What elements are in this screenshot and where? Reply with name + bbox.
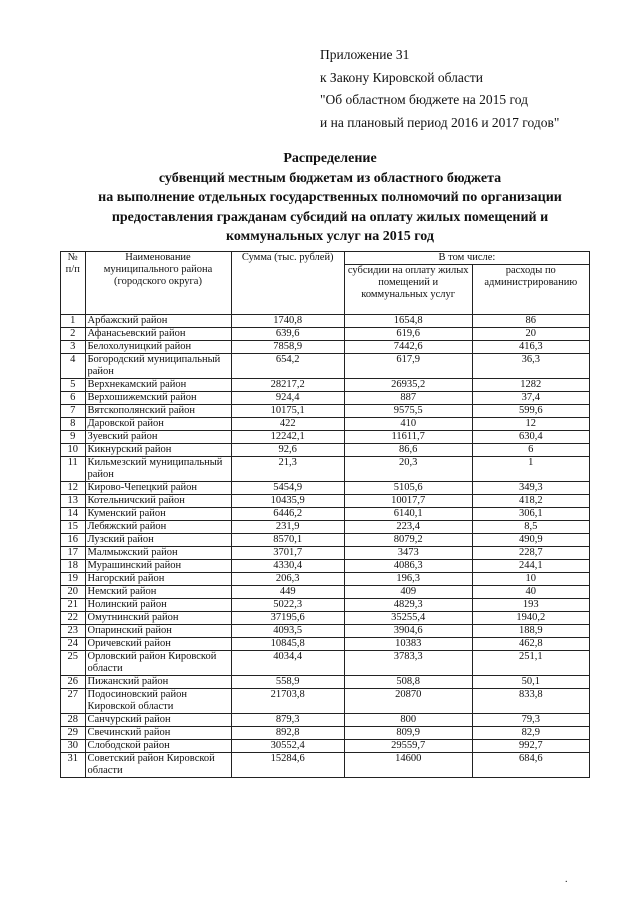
cell-sum: 92,6: [231, 444, 344, 457]
header-name: Наименование муниципального района (городского округа): [85, 252, 231, 315]
cell-name: Верхошижемский район: [85, 392, 231, 405]
cell-num: 9: [61, 431, 86, 444]
cell-admin: 251,1: [472, 651, 589, 676]
cell-num: 25: [61, 651, 86, 676]
cell-num: 24: [61, 638, 86, 651]
cell-name: Омутнинский район: [85, 612, 231, 625]
cell-sum: 449: [231, 586, 344, 599]
cell-admin: 10: [472, 573, 589, 586]
cell-name: Советский район Кировской области: [85, 753, 231, 778]
cell-sum: 231,9: [231, 521, 344, 534]
table-row: [61, 638, 590, 651]
cell-subsidies: 196,3: [344, 573, 472, 586]
cell-name: Мурашинский район: [85, 560, 231, 573]
cell-name: Кикнурский район: [85, 444, 231, 457]
cell-name: Верхнекамский район: [85, 379, 231, 392]
cell-num: 4: [61, 354, 86, 379]
table-row: [61, 586, 590, 599]
cell-name: Арбажский район: [85, 315, 231, 328]
cell-admin: 599,6: [472, 405, 589, 418]
cell-num: 29: [61, 727, 86, 740]
cell-name: Орловский район Кировской области: [85, 651, 231, 676]
table-row: [61, 431, 590, 444]
cell-subsidies: 10017,7: [344, 495, 472, 508]
table-row: [61, 689, 590, 714]
cell-name: Вятскополянский район: [85, 405, 231, 418]
cell-num: 21: [61, 599, 86, 612]
table-row: [61, 521, 590, 534]
header-admin: расходы по администрированию: [472, 265, 589, 315]
cell-subsidies: 1654,8: [344, 315, 472, 328]
cell-admin: 630,4: [472, 431, 589, 444]
cell-sum: 21,3: [231, 457, 344, 482]
cell-subsidies: 3783,3: [344, 651, 472, 676]
cell-admin: 8,5: [472, 521, 589, 534]
table-row: [61, 482, 590, 495]
cell-admin: 684,6: [472, 753, 589, 778]
cell-sum: 15284,6: [231, 753, 344, 778]
cell-subsidies: 800: [344, 714, 472, 727]
table-row: [61, 625, 590, 638]
table-row: [61, 651, 590, 676]
table-row: [61, 753, 590, 778]
cell-name: Белохолуницкий район: [85, 341, 231, 354]
appendix-line: к Закону Кировской области: [320, 69, 484, 85]
cell-admin: 37,4: [472, 392, 589, 405]
cell-num: 6: [61, 392, 86, 405]
cell-subsidies: 35255,4: [344, 612, 472, 625]
cell-num: 20: [61, 586, 86, 599]
cell-subsidies: 410: [344, 418, 472, 431]
cell-name: Кирово-Чепецкий район: [85, 482, 231, 495]
cell-admin: 50,1: [472, 676, 589, 689]
table-row: [61, 534, 590, 547]
cell-admin: 40: [472, 586, 589, 599]
cell-num: 15: [61, 521, 86, 534]
cell-sum: 28217,2: [231, 379, 344, 392]
cell-sum: 4034,4: [231, 651, 344, 676]
header-sum: Сумма (тыс. рублей): [231, 252, 344, 315]
cell-subsidies: 619,6: [344, 328, 472, 341]
cell-sum: 12242,1: [231, 431, 344, 444]
table-row: [61, 341, 590, 354]
cell-admin: 462,8: [472, 638, 589, 651]
cell-sum: 10435,9: [231, 495, 344, 508]
cell-admin: 490,9: [472, 534, 589, 547]
cell-name: Лузский район: [85, 534, 231, 547]
cell-name: Богородский муниципальный район: [85, 354, 231, 379]
cell-subsidies: 617,9: [344, 354, 472, 379]
cell-sum: 4093,5: [231, 625, 344, 638]
cell-subsidies: 4829,3: [344, 599, 472, 612]
appendix-heading: [320, 44, 620, 134]
cell-name: Нолинский район: [85, 599, 231, 612]
cell-num: 14: [61, 508, 86, 521]
cell-admin: 992,7: [472, 740, 589, 753]
cell-sum: 422: [231, 418, 344, 431]
cell-subsidies: 7442,6: [344, 341, 472, 354]
cell-admin: 416,3: [472, 341, 589, 354]
cell-admin: 20: [472, 328, 589, 341]
cell-name: Немский район: [85, 586, 231, 599]
cell-sum: 558,9: [231, 676, 344, 689]
cell-sum: 10175,1: [231, 405, 344, 418]
cell-subsidies: 14600: [344, 753, 472, 778]
cell-num: 2: [61, 328, 86, 341]
cell-sum: 3701,7: [231, 547, 344, 560]
cell-num: 3: [61, 341, 86, 354]
cell-name: Пижанский район: [85, 676, 231, 689]
table-row: [61, 328, 590, 341]
cell-admin: 188,9: [472, 625, 589, 638]
cell-subsidies: 10383: [344, 638, 472, 651]
table-row: [61, 508, 590, 521]
cell-name: Куменский район: [85, 508, 231, 521]
cell-num: 22: [61, 612, 86, 625]
cell-admin: 418,2: [472, 495, 589, 508]
cell-sum: 30552,4: [231, 740, 344, 753]
cell-admin: 193: [472, 599, 589, 612]
table-row: [61, 444, 590, 457]
table-body: [61, 315, 590, 778]
cell-name: Свечинский район: [85, 727, 231, 740]
cell-subsidies: 9575,5: [344, 405, 472, 418]
cell-admin: 833,8: [472, 689, 589, 714]
cell-num: 26: [61, 676, 86, 689]
cell-sum: 4330,4: [231, 560, 344, 573]
title-line: субвенций местным бюджетам из областного бюджета: [158, 170, 502, 186]
cell-num: 28: [61, 714, 86, 727]
table-row: [61, 676, 590, 689]
title-line: коммунальных услуг на 2015 год: [226, 229, 434, 244]
table-row: [61, 405, 590, 418]
cell-admin: 36,3: [472, 354, 589, 379]
cell-name: Нагорский район: [85, 573, 231, 586]
header-subsidies: субсидии на оплату жилых помещений и коммунальных услуг: [344, 265, 472, 315]
cell-subsidies: 29559,7: [344, 740, 472, 753]
table-row: [61, 495, 590, 508]
cell-sum: 5454,9: [231, 482, 344, 495]
cell-num: 8: [61, 418, 86, 431]
cell-sum: 924,4: [231, 392, 344, 405]
cell-num: 10: [61, 444, 86, 457]
appendix-line: и на плановый период 2016 и 2017 годов": [320, 114, 560, 130]
cell-name: Санчурский район: [85, 714, 231, 727]
table-row: [61, 547, 590, 560]
table-row: [61, 457, 590, 482]
cell-subsidies: 409: [344, 586, 472, 599]
cell-sum: 654,2: [231, 354, 344, 379]
cell-name: Слободской район: [85, 740, 231, 753]
cell-admin: 1940,2: [472, 612, 589, 625]
cell-name: Опаринский район: [85, 625, 231, 638]
cell-num: 5: [61, 379, 86, 392]
cell-num: 16: [61, 534, 86, 547]
cell-sum: 6446,2: [231, 508, 344, 521]
cell-name: Лебяжский район: [85, 521, 231, 534]
cell-subsidies: 86,6: [344, 444, 472, 457]
distribution-table: [60, 251, 590, 778]
appendix-line: "Об областном бюджете на 2015 год: [320, 92, 528, 107]
cell-name: Даровской район: [85, 418, 231, 431]
table-row: [61, 599, 590, 612]
title-line: предоставления гражданам субсидий на оплату жилых помещений и: [111, 209, 549, 225]
cell-num: 31: [61, 753, 86, 778]
table-row: [61, 379, 590, 392]
appendix-line: Приложение 31: [320, 47, 410, 62]
cell-name: Котельничский район: [85, 495, 231, 508]
cell-sum: 879,3: [231, 714, 344, 727]
cell-admin: 79,3: [472, 714, 589, 727]
cell-admin: 349,3: [472, 482, 589, 495]
cell-subsidies: 809,9: [344, 727, 472, 740]
cell-admin: 306,1: [472, 508, 589, 521]
cell-num: 13: [61, 495, 86, 508]
page-mark: .: [565, 874, 568, 885]
table-row: [61, 573, 590, 586]
cell-sum: 7858,9: [231, 341, 344, 354]
table-row: [61, 612, 590, 625]
table-row: [61, 392, 590, 405]
document-title: [20, 149, 640, 247]
table-row: [61, 727, 590, 740]
cell-sum: 1740,8: [231, 315, 344, 328]
cell-subsidies: 223,4: [344, 521, 472, 534]
cell-admin: 1282: [472, 379, 589, 392]
cell-subsidies: 20,3: [344, 457, 472, 482]
cell-name: Малмыжский район: [85, 547, 231, 560]
cell-name: Оричевский район: [85, 638, 231, 651]
cell-subsidies: 26935,2: [344, 379, 472, 392]
cell-subsidies: 3904,6: [344, 625, 472, 638]
cell-num: 27: [61, 689, 86, 714]
header-including: В том числе:: [344, 252, 589, 265]
cell-subsidies: 20870: [344, 689, 472, 714]
cell-sum: 37195,6: [231, 612, 344, 625]
cell-num: 30: [61, 740, 86, 753]
cell-admin: 228,7: [472, 547, 589, 560]
cell-sum: 206,3: [231, 573, 344, 586]
cell-admin: 82,9: [472, 727, 589, 740]
cell-name: Афанасьевский район: [85, 328, 231, 341]
cell-num: 23: [61, 625, 86, 638]
cell-num: 11: [61, 457, 86, 482]
cell-num: 17: [61, 547, 86, 560]
cell-name: Подосиновский район Кировской области: [85, 689, 231, 714]
cell-num: 12: [61, 482, 86, 495]
cell-num: 7: [61, 405, 86, 418]
cell-num: 19: [61, 573, 86, 586]
title-line: на выполнение отдельных государственных полномочий по организации: [98, 190, 562, 205]
table-row: [61, 560, 590, 573]
cell-sum: 639,6: [231, 328, 344, 341]
cell-admin: 86: [472, 315, 589, 328]
table-row: [61, 740, 590, 753]
cell-num: 18: [61, 560, 86, 573]
cell-name: Кильмезский муниципальный район: [85, 457, 231, 482]
cell-sum: 5022,3: [231, 599, 344, 612]
table-row: [61, 714, 590, 727]
cell-sum: 21703,8: [231, 689, 344, 714]
cell-name: Зуевский район: [85, 431, 231, 444]
cell-admin: 1: [472, 457, 589, 482]
cell-num: 1: [61, 315, 86, 328]
cell-subsidies: 11611,7: [344, 431, 472, 444]
cell-sum: 10845,8: [231, 638, 344, 651]
title-line: Распределение: [283, 151, 377, 166]
cell-subsidies: 8079,2: [344, 534, 472, 547]
cell-subsidies: 3473: [344, 547, 472, 560]
table-row: [61, 354, 590, 379]
header-num: № п/п: [61, 252, 86, 315]
cell-sum: 8570,1: [231, 534, 344, 547]
cell-admin: 6: [472, 444, 589, 457]
cell-sum: 892,8: [231, 727, 344, 740]
cell-subsidies: 6140,1: [344, 508, 472, 521]
table-row: [61, 418, 590, 431]
cell-subsidies: 508,8: [344, 676, 472, 689]
table-row: [61, 315, 590, 328]
cell-subsidies: 5105,6: [344, 482, 472, 495]
cell-subsidies: 887: [344, 392, 472, 405]
cell-admin: 244,1: [472, 560, 589, 573]
cell-subsidies: 4086,3: [344, 560, 472, 573]
cell-admin: 12: [472, 418, 589, 431]
